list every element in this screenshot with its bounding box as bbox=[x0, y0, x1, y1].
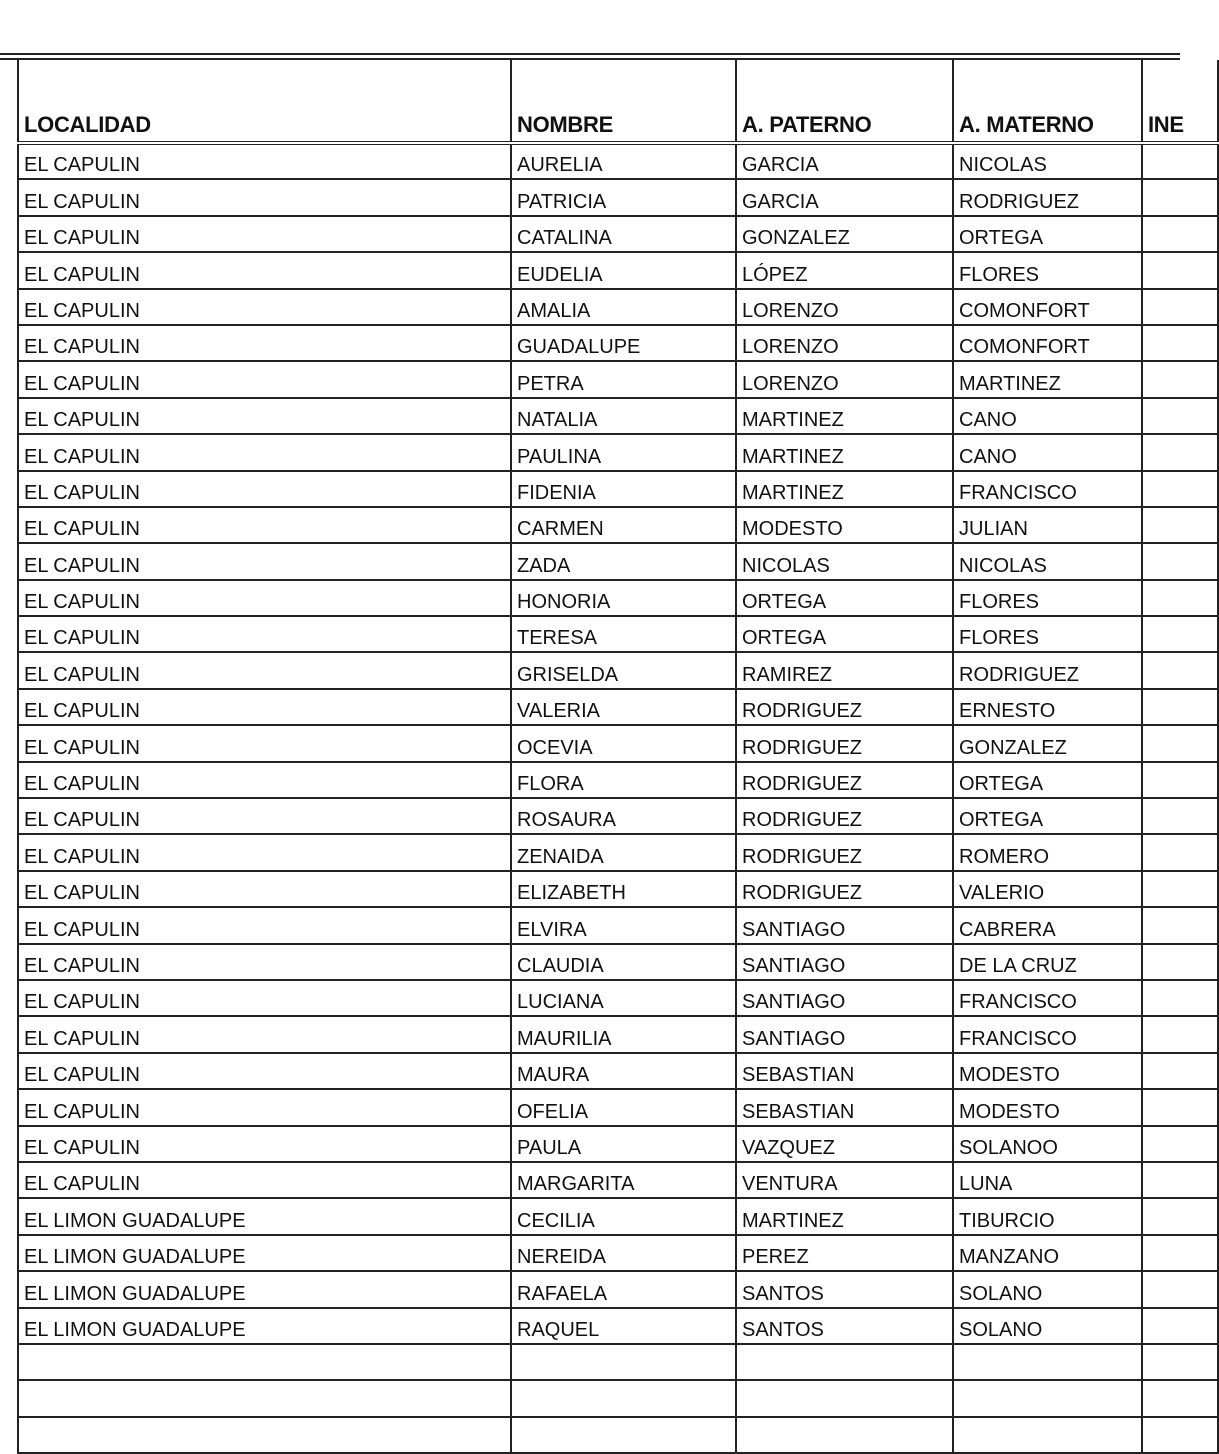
cell-ine[interactable] bbox=[1142, 652, 1218, 688]
cell-ine[interactable] bbox=[1142, 1016, 1218, 1052]
cell-ine[interactable] bbox=[1142, 616, 1218, 652]
table-row bbox=[18, 1016, 1218, 1052]
cell-paterno[interactable]: MARTINEZ bbox=[736, 471, 953, 507]
cell-localidad[interactable]: EL CAPULIN bbox=[18, 143, 511, 179]
cell-materno[interactable]: SOLANO bbox=[953, 1308, 1142, 1344]
cell-localidad[interactable]: EL CAPULIN bbox=[18, 1089, 511, 1125]
cell-ine[interactable] bbox=[1142, 143, 1218, 179]
cell-localidad[interactable]: EL CAPULIN bbox=[18, 361, 511, 397]
cell-paterno[interactable]: RODRIGUEZ bbox=[736, 762, 953, 798]
cell-nombre[interactable]: PATRICIA bbox=[511, 179, 736, 215]
cell-paterno[interactable]: SEBASTIAN bbox=[736, 1089, 953, 1125]
cell-localidad[interactable]: EL CAPULIN bbox=[18, 507, 511, 543]
table-row bbox=[18, 1235, 1218, 1271]
cell-ine[interactable] bbox=[1142, 434, 1218, 470]
cell-ine[interactable] bbox=[1142, 1271, 1218, 1307]
cell-ine[interactable] bbox=[1142, 798, 1218, 834]
cell-nombre[interactable]: OCEVIA bbox=[511, 725, 736, 761]
cell-paterno[interactable]: RODRIGUEZ bbox=[736, 689, 953, 725]
empty-cell[interactable] bbox=[18, 1344, 511, 1380]
cell-localidad[interactable]: EL CAPULIN bbox=[18, 798, 511, 834]
table-row bbox=[18, 252, 1218, 288]
cell-materno[interactable]: LUNA bbox=[953, 1162, 1142, 1198]
cell-materno[interactable]: NICOLAS bbox=[953, 143, 1142, 179]
cell-materno[interactable]: ORTEGA bbox=[953, 798, 1142, 834]
cell-localidad[interactable]: EL CAPULIN bbox=[18, 980, 511, 1016]
table-row bbox=[18, 179, 1218, 215]
cell-paterno[interactable]: SANTIAGO bbox=[736, 907, 953, 943]
cell-materno[interactable]: JULIAN bbox=[953, 507, 1142, 543]
cell-nombre[interactable]: MARGARITA bbox=[511, 1162, 736, 1198]
cell-paterno[interactable]: LORENZO bbox=[736, 361, 953, 397]
cell-ine[interactable] bbox=[1142, 543, 1218, 579]
cell-localidad[interactable]: EL CAPULIN bbox=[18, 289, 511, 325]
column-header-paterno[interactable]: A. PATERNO bbox=[736, 60, 953, 143]
cell-materno[interactable]: ROMERO bbox=[953, 834, 1142, 870]
empty-cell[interactable] bbox=[1142, 1380, 1218, 1416]
cell-ine[interactable] bbox=[1142, 762, 1218, 798]
cell-localidad[interactable]: EL LIMON GUADALUPE bbox=[18, 1198, 511, 1234]
cell-paterno[interactable]: SANTOS bbox=[736, 1308, 953, 1344]
cell-ine[interactable] bbox=[1142, 471, 1218, 507]
cell-localidad[interactable]: EL CAPULIN bbox=[18, 216, 511, 252]
cell-nombre[interactable]: PETRA bbox=[511, 361, 736, 397]
table-row bbox=[18, 1271, 1218, 1307]
cell-materno[interactable]: MANZANO bbox=[953, 1235, 1142, 1271]
cell-localidad[interactable]: EL CAPULIN bbox=[18, 543, 511, 579]
cell-localidad[interactable]: EL CAPULIN bbox=[18, 398, 511, 434]
cell-nombre[interactable]: OFELIA bbox=[511, 1089, 736, 1125]
cell-paterno[interactable]: MARTINEZ bbox=[736, 1198, 953, 1234]
cell-nombre[interactable]: CARMEN bbox=[511, 507, 736, 543]
cell-paterno[interactable]: RAMIREZ bbox=[736, 652, 953, 688]
cell-ine[interactable] bbox=[1142, 1198, 1218, 1234]
cell-nombre[interactable]: GRISELDA bbox=[511, 652, 736, 688]
cell-paterno[interactable]: MARTINEZ bbox=[736, 434, 953, 470]
empty-cell[interactable] bbox=[18, 1380, 511, 1416]
empty-cell[interactable] bbox=[953, 1417, 1142, 1453]
cell-paterno[interactable]: MARTINEZ bbox=[736, 398, 953, 434]
cell-nombre[interactable]: TERESA bbox=[511, 616, 736, 652]
cell-nombre[interactable]: NEREIDA bbox=[511, 1235, 736, 1271]
cell-localidad[interactable]: EL CAPULIN bbox=[18, 1162, 511, 1198]
cell-paterno[interactable]: LÓPEZ bbox=[736, 252, 953, 288]
cell-paterno[interactable]: RODRIGUEZ bbox=[736, 798, 953, 834]
table-row bbox=[18, 1089, 1218, 1125]
cell-materno[interactable]: CANO bbox=[953, 434, 1142, 470]
cell-paterno[interactable]: GARCIA bbox=[736, 179, 953, 215]
table-row bbox=[18, 289, 1218, 325]
cell-ine[interactable] bbox=[1142, 871, 1218, 907]
cell-ine[interactable] bbox=[1142, 1308, 1218, 1344]
cell-materno[interactable]: FRANCISCO bbox=[953, 980, 1142, 1016]
cell-localidad[interactable]: EL CAPULIN bbox=[18, 689, 511, 725]
cell-materno[interactable]: TIBURCIO bbox=[953, 1198, 1142, 1234]
cell-ine[interactable] bbox=[1142, 834, 1218, 870]
cell-paterno[interactable]: RODRIGUEZ bbox=[736, 725, 953, 761]
cell-localidad[interactable]: EL LIMON GUADALUPE bbox=[18, 1271, 511, 1307]
cell-localidad[interactable]: EL CAPULIN bbox=[18, 252, 511, 288]
cell-localidad[interactable]: EL CAPULIN bbox=[18, 434, 511, 470]
cell-localidad[interactable]: EL CAPULIN bbox=[18, 762, 511, 798]
table-row bbox=[18, 980, 1218, 1016]
empty-row bbox=[18, 1417, 1218, 1453]
cell-materno[interactable]: COMONFORT bbox=[953, 325, 1142, 361]
table-row bbox=[18, 689, 1218, 725]
cell-ine[interactable] bbox=[1142, 944, 1218, 980]
cell-materno[interactable]: CABRERA bbox=[953, 907, 1142, 943]
cell-localidad[interactable]: EL LIMON GUADALUPE bbox=[18, 1308, 511, 1344]
cell-localidad[interactable]: EL CAPULIN bbox=[18, 179, 511, 215]
table-row bbox=[18, 1126, 1218, 1162]
empty-cell[interactable] bbox=[953, 1380, 1142, 1416]
cell-ine[interactable] bbox=[1142, 1089, 1218, 1125]
table-row bbox=[18, 543, 1218, 579]
header-row bbox=[18, 60, 1218, 143]
cell-materno[interactable]: COMONFORT bbox=[953, 289, 1142, 325]
cell-paterno[interactable]: VAZQUEZ bbox=[736, 1126, 953, 1162]
cell-materno[interactable]: GONZALEZ bbox=[953, 725, 1142, 761]
cell-materno[interactable]: FLORES bbox=[953, 616, 1142, 652]
cell-paterno[interactable]: LORENZO bbox=[736, 289, 953, 325]
cell-materno[interactable]: VALERIO bbox=[953, 871, 1142, 907]
cell-nombre[interactable]: AURELIA bbox=[511, 143, 736, 179]
cell-paterno[interactable]: LORENZO bbox=[736, 325, 953, 361]
cell-localidad[interactable]: EL CAPULIN bbox=[18, 725, 511, 761]
cell-localidad[interactable]: EL CAPULIN bbox=[18, 580, 511, 616]
table-row bbox=[18, 1162, 1218, 1198]
cell-nombre[interactable]: RAFAELA bbox=[511, 1271, 736, 1307]
empty-cell[interactable] bbox=[511, 1380, 736, 1416]
cell-materno[interactable]: ORTEGA bbox=[953, 762, 1142, 798]
cell-materno[interactable]: ORTEGA bbox=[953, 216, 1142, 252]
cell-nombre[interactable]: RAQUEL bbox=[511, 1308, 736, 1344]
table-row bbox=[18, 1053, 1218, 1089]
cell-nombre[interactable]: AMALIA bbox=[511, 289, 736, 325]
table-row bbox=[18, 507, 1218, 543]
table-row bbox=[18, 834, 1218, 870]
column-header-ine[interactable]: INE bbox=[1142, 60, 1218, 143]
cell-localidad[interactable]: EL CAPULIN bbox=[18, 1053, 511, 1089]
cell-materno[interactable]: ERNESTO bbox=[953, 689, 1142, 725]
cell-paterno[interactable]: SANTIAGO bbox=[736, 1016, 953, 1052]
table-row bbox=[18, 725, 1218, 761]
cell-ine[interactable] bbox=[1142, 325, 1218, 361]
column-header-nombre[interactable]: NOMBRE bbox=[511, 60, 736, 143]
cell-ine[interactable] bbox=[1142, 507, 1218, 543]
cell-localidad[interactable]: EL LIMON GUADALUPE bbox=[18, 1235, 511, 1271]
table-row bbox=[18, 798, 1218, 834]
cell-nombre[interactable]: NATALIA bbox=[511, 398, 736, 434]
cell-ine[interactable] bbox=[1142, 1053, 1218, 1089]
table-row bbox=[18, 762, 1218, 798]
cell-localidad[interactable]: EL CAPULIN bbox=[18, 1126, 511, 1162]
cell-nombre[interactable]: ZENAIDA bbox=[511, 834, 736, 870]
table-row bbox=[18, 1308, 1218, 1344]
empty-cell[interactable] bbox=[953, 1344, 1142, 1380]
cell-ine[interactable] bbox=[1142, 179, 1218, 215]
cell-nombre[interactable]: CECILIA bbox=[511, 1198, 736, 1234]
cell-materno[interactable]: FRANCISCO bbox=[953, 1016, 1142, 1052]
cell-localidad[interactable]: EL CAPULIN bbox=[18, 652, 511, 688]
cell-ine[interactable] bbox=[1142, 252, 1218, 288]
cell-paterno[interactable]: NICOLAS bbox=[736, 543, 953, 579]
cell-materno[interactable]: MARTINEZ bbox=[953, 361, 1142, 397]
empty-row bbox=[18, 1344, 1218, 1380]
table-row bbox=[18, 871, 1218, 907]
cell-nombre[interactable]: PAULA bbox=[511, 1126, 736, 1162]
cell-paterno[interactable]: GONZALEZ bbox=[736, 216, 953, 252]
cell-ine[interactable] bbox=[1142, 398, 1218, 434]
cell-nombre[interactable]: FIDENIA bbox=[511, 471, 736, 507]
cell-nombre[interactable]: PAULINA bbox=[511, 434, 736, 470]
table-row bbox=[18, 944, 1218, 980]
cell-localidad[interactable]: EL CAPULIN bbox=[18, 834, 511, 870]
table-row bbox=[18, 652, 1218, 688]
cell-paterno[interactable]: SANTOS bbox=[736, 1271, 953, 1307]
cell-nombre[interactable]: VALERIA bbox=[511, 689, 736, 725]
cell-ine[interactable] bbox=[1142, 689, 1218, 725]
table-row bbox=[18, 434, 1218, 470]
cell-materno[interactable]: MODESTO bbox=[953, 1089, 1142, 1125]
cell-paterno[interactable]: MODESTO bbox=[736, 507, 953, 543]
cell-nombre[interactable]: LUCIANA bbox=[511, 980, 736, 1016]
empty-row bbox=[18, 1380, 1218, 1416]
cell-localidad[interactable]: EL CAPULIN bbox=[18, 471, 511, 507]
cell-paterno[interactable]: SANTIAGO bbox=[736, 980, 953, 1016]
cell-localidad[interactable]: EL CAPULIN bbox=[18, 616, 511, 652]
table-row bbox=[18, 1198, 1218, 1234]
cell-nombre[interactable]: FLORA bbox=[511, 762, 736, 798]
cell-nombre[interactable]: EUDELIA bbox=[511, 252, 736, 288]
cell-materno[interactable]: MODESTO bbox=[953, 1053, 1142, 1089]
cell-localidad[interactable]: EL CAPULIN bbox=[18, 871, 511, 907]
cell-ine[interactable] bbox=[1142, 1126, 1218, 1162]
cell-paterno[interactable]: SEBASTIAN bbox=[736, 1053, 953, 1089]
column-header-materno[interactable]: A. MATERNO bbox=[953, 60, 1142, 143]
cell-materno[interactable]: SOLANOO bbox=[953, 1126, 1142, 1162]
cell-materno[interactable]: DE LA CRUZ bbox=[953, 944, 1142, 980]
cell-nombre[interactable]: MAURILIA bbox=[511, 1016, 736, 1052]
cell-nombre[interactable]: ELIZABETH bbox=[511, 871, 736, 907]
table-row bbox=[18, 616, 1218, 652]
cell-localidad[interactable]: EL CAPULIN bbox=[18, 1016, 511, 1052]
cell-localidad[interactable]: EL CAPULIN bbox=[18, 907, 511, 943]
empty-cell[interactable] bbox=[18, 1417, 511, 1453]
table-row bbox=[18, 325, 1218, 361]
cell-ine[interactable] bbox=[1142, 907, 1218, 943]
table-row bbox=[18, 907, 1218, 943]
cell-nombre[interactable]: GUADALUPE bbox=[511, 325, 736, 361]
cell-paterno[interactable]: PEREZ bbox=[736, 1235, 953, 1271]
cell-materno[interactable]: RODRIGUEZ bbox=[953, 179, 1142, 215]
top-border-rule bbox=[0, 53, 1180, 55]
cell-materno[interactable]: FLORES bbox=[953, 580, 1142, 616]
empty-cell[interactable] bbox=[1142, 1417, 1218, 1453]
cell-localidad[interactable]: EL CAPULIN bbox=[18, 325, 511, 361]
cell-ine[interactable] bbox=[1142, 216, 1218, 252]
cell-paterno[interactable]: GARCIA bbox=[736, 143, 953, 179]
cell-paterno[interactable]: RODRIGUEZ bbox=[736, 834, 953, 870]
cell-ine[interactable] bbox=[1142, 1162, 1218, 1198]
cell-nombre[interactable]: HONORIA bbox=[511, 580, 736, 616]
cell-ine[interactable] bbox=[1142, 289, 1218, 325]
table-row bbox=[18, 471, 1218, 507]
cell-materno[interactable]: SOLANO bbox=[953, 1271, 1142, 1307]
cell-nombre[interactable]: MAURA bbox=[511, 1053, 736, 1089]
empty-cell[interactable] bbox=[736, 1417, 953, 1453]
empty-cell[interactable] bbox=[1142, 1344, 1218, 1380]
table-body bbox=[18, 143, 1218, 1453]
cell-ine[interactable] bbox=[1142, 980, 1218, 1016]
cell-ine[interactable] bbox=[1142, 580, 1218, 616]
cell-materno[interactable]: RODRIGUEZ bbox=[953, 652, 1142, 688]
cell-nombre[interactable]: ELVIRA bbox=[511, 907, 736, 943]
cell-nombre[interactable]: CLAUDIA bbox=[511, 944, 736, 980]
cell-paterno[interactable]: VENTURA bbox=[736, 1162, 953, 1198]
cell-nombre[interactable]: CATALINA bbox=[511, 216, 736, 252]
empty-cell[interactable] bbox=[736, 1344, 953, 1380]
table-row bbox=[18, 361, 1218, 397]
cell-paterno[interactable]: ORTEGA bbox=[736, 616, 953, 652]
cell-ine[interactable] bbox=[1142, 361, 1218, 397]
cell-nombre[interactable]: ZADA bbox=[511, 543, 736, 579]
beneficiary-table bbox=[17, 60, 1219, 1454]
cell-materno[interactable]: NICOLAS bbox=[953, 543, 1142, 579]
empty-cell[interactable] bbox=[511, 1417, 736, 1453]
cell-materno[interactable]: FLORES bbox=[953, 252, 1142, 288]
table-row bbox=[18, 216, 1218, 252]
cell-ine[interactable] bbox=[1142, 725, 1218, 761]
table-row bbox=[18, 580, 1218, 616]
cell-materno[interactable]: CANO bbox=[953, 398, 1142, 434]
table-row bbox=[18, 398, 1218, 434]
cell-localidad[interactable]: EL CAPULIN bbox=[18, 944, 511, 980]
cell-nombre[interactable]: ROSAURA bbox=[511, 798, 736, 834]
cell-materno[interactable]: FRANCISCO bbox=[953, 471, 1142, 507]
cell-paterno[interactable]: ORTEGA bbox=[736, 580, 953, 616]
empty-cell[interactable] bbox=[736, 1380, 953, 1416]
cell-paterno[interactable]: RODRIGUEZ bbox=[736, 871, 953, 907]
empty-cell[interactable] bbox=[511, 1344, 736, 1380]
table-row bbox=[18, 143, 1218, 179]
cell-paterno[interactable]: SANTIAGO bbox=[736, 944, 953, 980]
column-header-localidad[interactable]: LOCALIDAD bbox=[18, 60, 511, 143]
cell-ine[interactable] bbox=[1142, 1235, 1218, 1271]
